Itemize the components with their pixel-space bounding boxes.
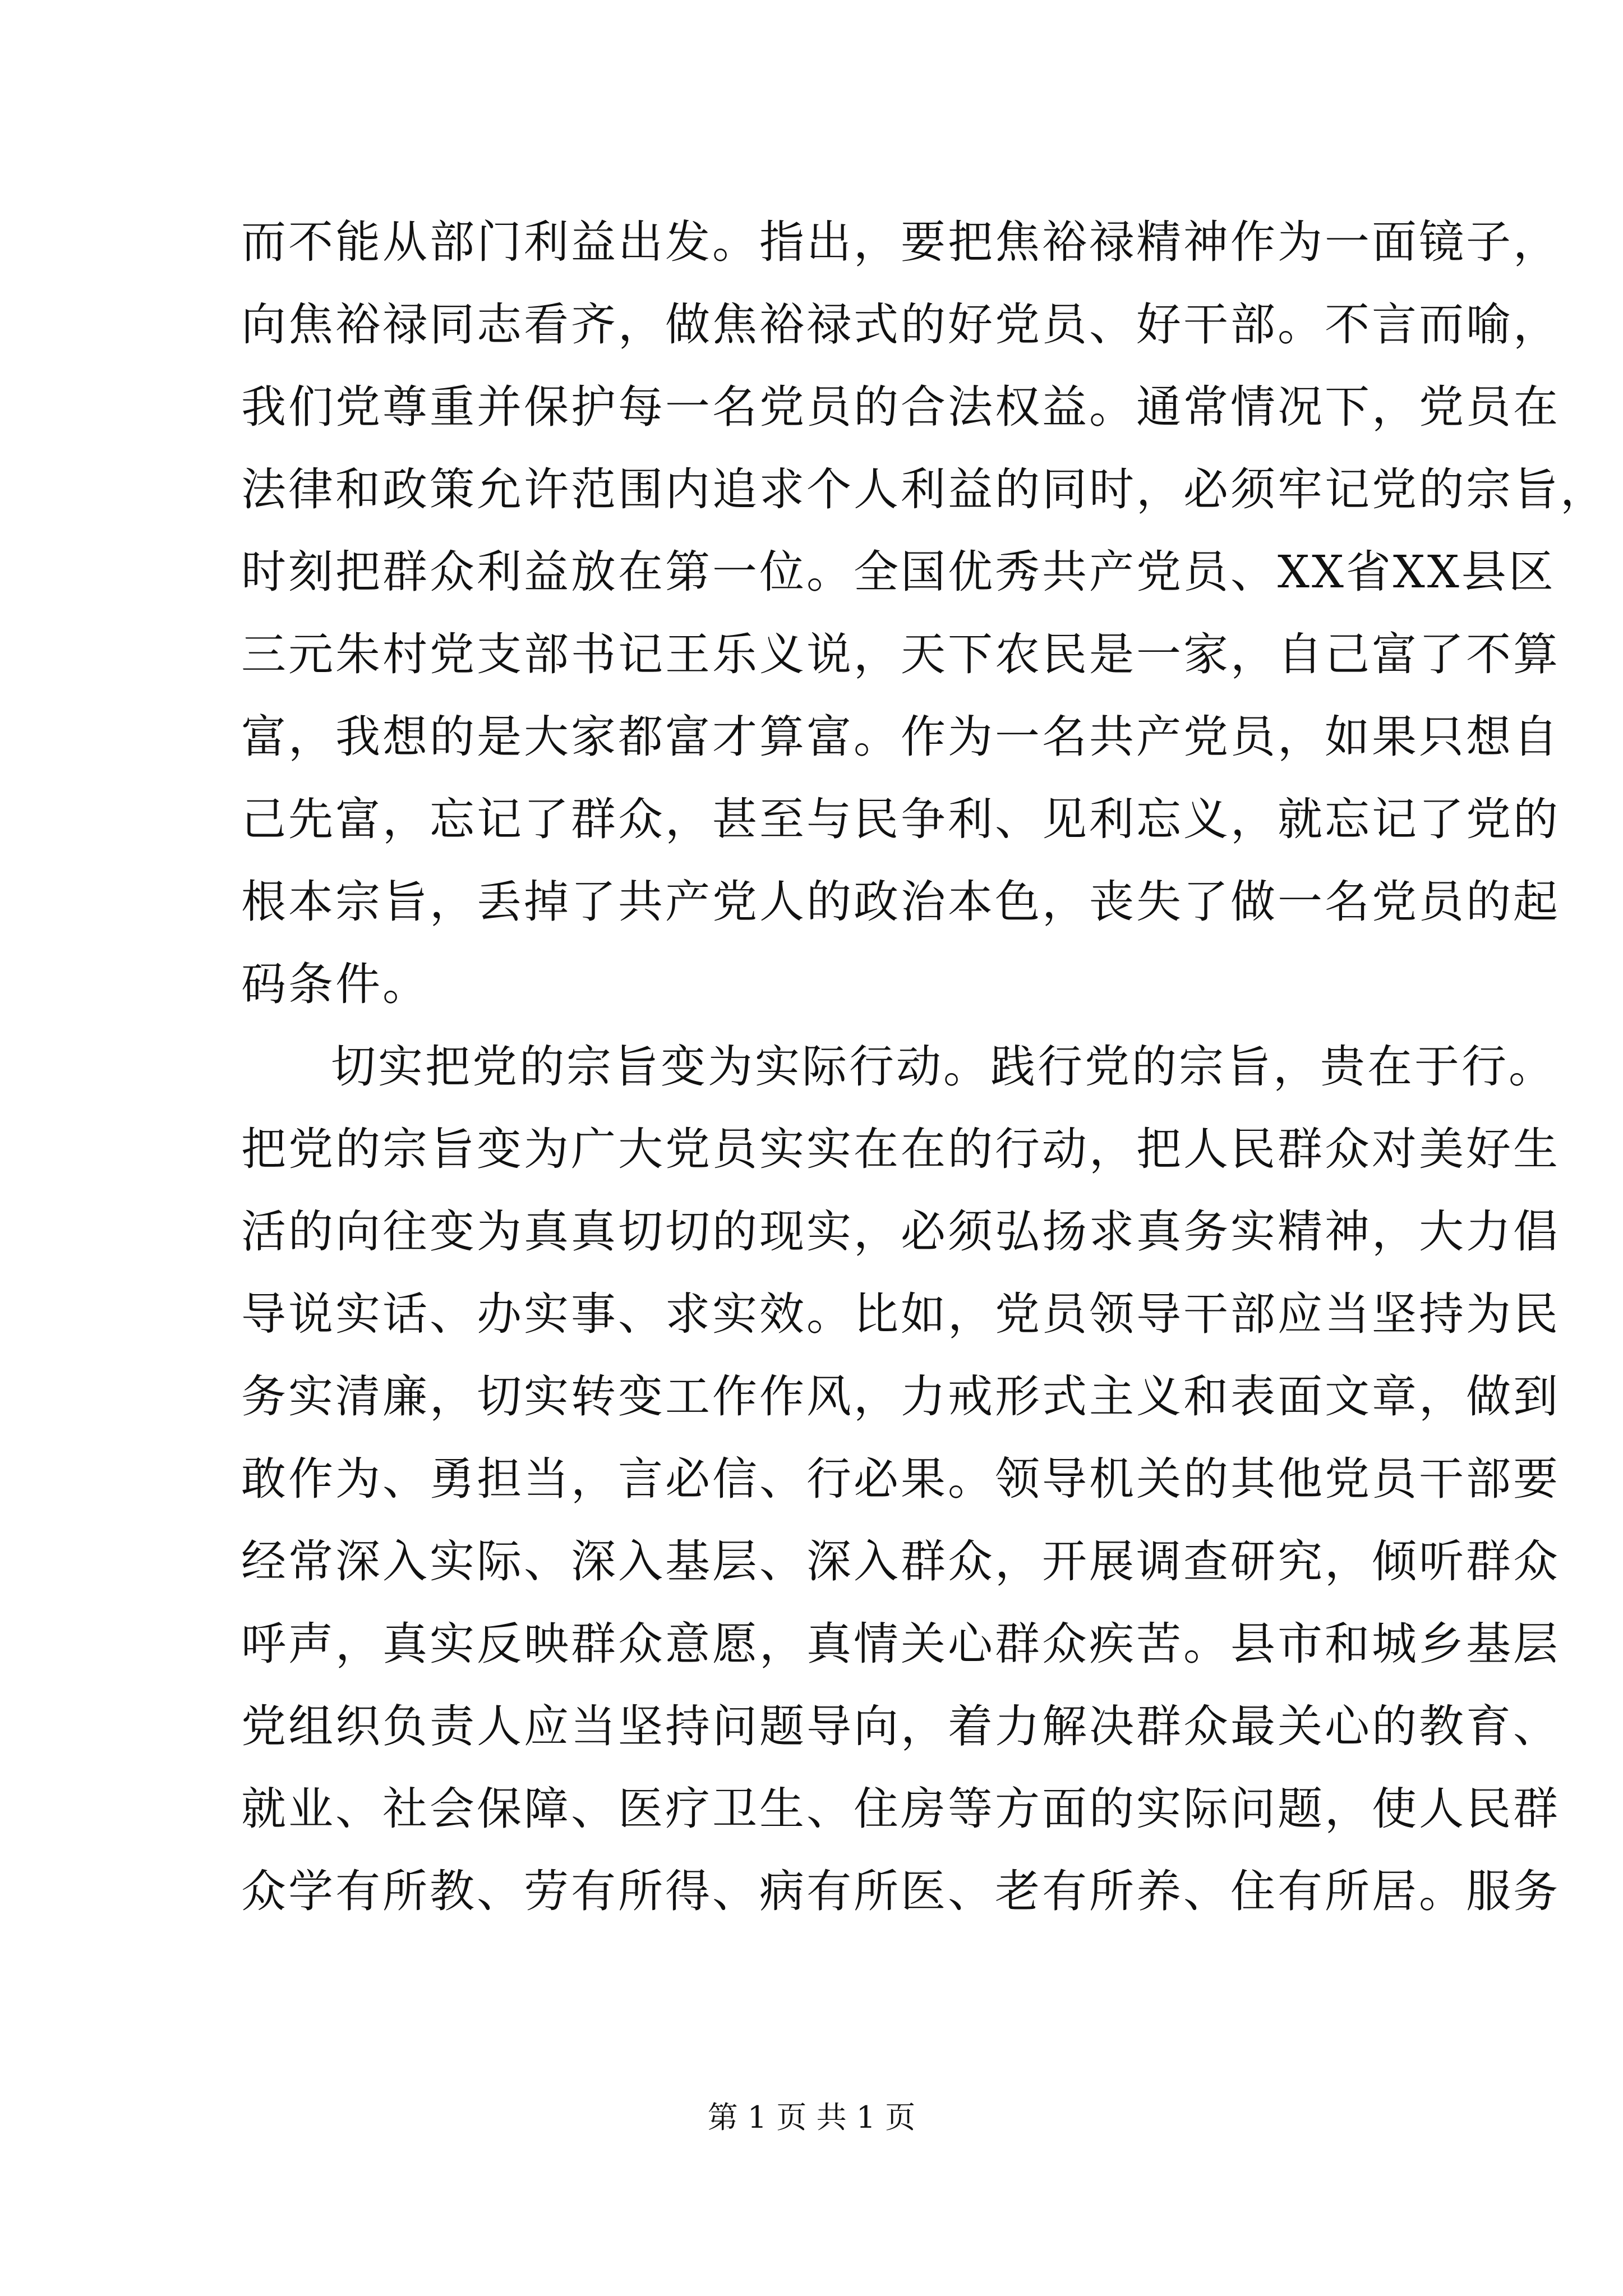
text-line: 己先富，忘记了群众，甚至与民争利、见利忘义，就忘记了党的 <box>241 793 1560 845</box>
text-line: 而不能从部门利益出发。指出，要把焦裕禄精神作为一面镜子， <box>241 216 1560 268</box>
text-line: 呼声，真实反映群众意愿，真情关心群众疾苦。县市和城乡基层 <box>241 1618 1560 1670</box>
text-line: 三元朱村党支部书记王乐义说，天下农民是一家，自己富了不算 <box>241 628 1560 680</box>
text-line: 活的向往变为真真切切的现实，必须弘扬求真务实精神，大力倡 <box>241 1205 1560 1258</box>
text-line: 敢作为、勇担当，言必信、行必果。领导机关的其他党员干部要 <box>241 1453 1560 1505</box>
text-line: 把党的宗旨变为广大党员实实在在的行动，把人民群众对美好生 <box>241 1123 1560 1175</box>
text-line: 经常深入实际、深入基层、深入群众，开展调查研究，倾听群众 <box>241 1535 1560 1588</box>
body-text <box>241 201 1607 1932</box>
text-line: 时刻把群众利益放在第一位。全国优秀共产党员、XX省XX县区 <box>241 546 1556 598</box>
text-line: 导说实话、办实事、求实效。比如，党员领导干部应当坚持为民 <box>241 1288 1560 1340</box>
text-line: 富，我想的是大家都富才算富。作为一名共产党员，如果只想自 <box>241 711 1560 763</box>
text-line: 根本宗旨，丢掉了共产党人的政治本色，丧失了做一名党员的起 <box>241 876 1560 928</box>
text-line: 向焦裕禄同志看齐，做焦裕禄式的好党员、好干部。不言而喻， <box>241 298 1560 351</box>
text-line: 众学有所教、劳有所得、病有所医、老有所养、住有所居。服务 <box>241 1865 1560 1917</box>
text-line: 法律和政策允许范围内追求个人利益的同时，必须牢记党的宗旨， <box>241 463 1607 516</box>
text-line: 务实清廉，切实转变工作作风，力戒形式主义和表面文章，做到 <box>241 1370 1560 1423</box>
page-number-footer: 第 1 页 共 1 页 <box>707 2100 916 2135</box>
text-line: 码条件。 <box>241 958 430 1010</box>
paragraph-start-line: 切实把党的宗旨变为实际行动。践行党的宗旨，贵在于行。 <box>331 1041 1556 1093</box>
text-line: 就业、社会保障、医疗卫生、住房等方面的实际问题，使人民群 <box>241 1783 1560 1835</box>
text-line: 党组织负责人应当坚持问题导向，着力解决群众最关心的教育、 <box>241 1700 1560 1752</box>
text-line: 我们党尊重并保护每一名党员的合法权益。通常情况下，党员在 <box>241 381 1560 433</box>
